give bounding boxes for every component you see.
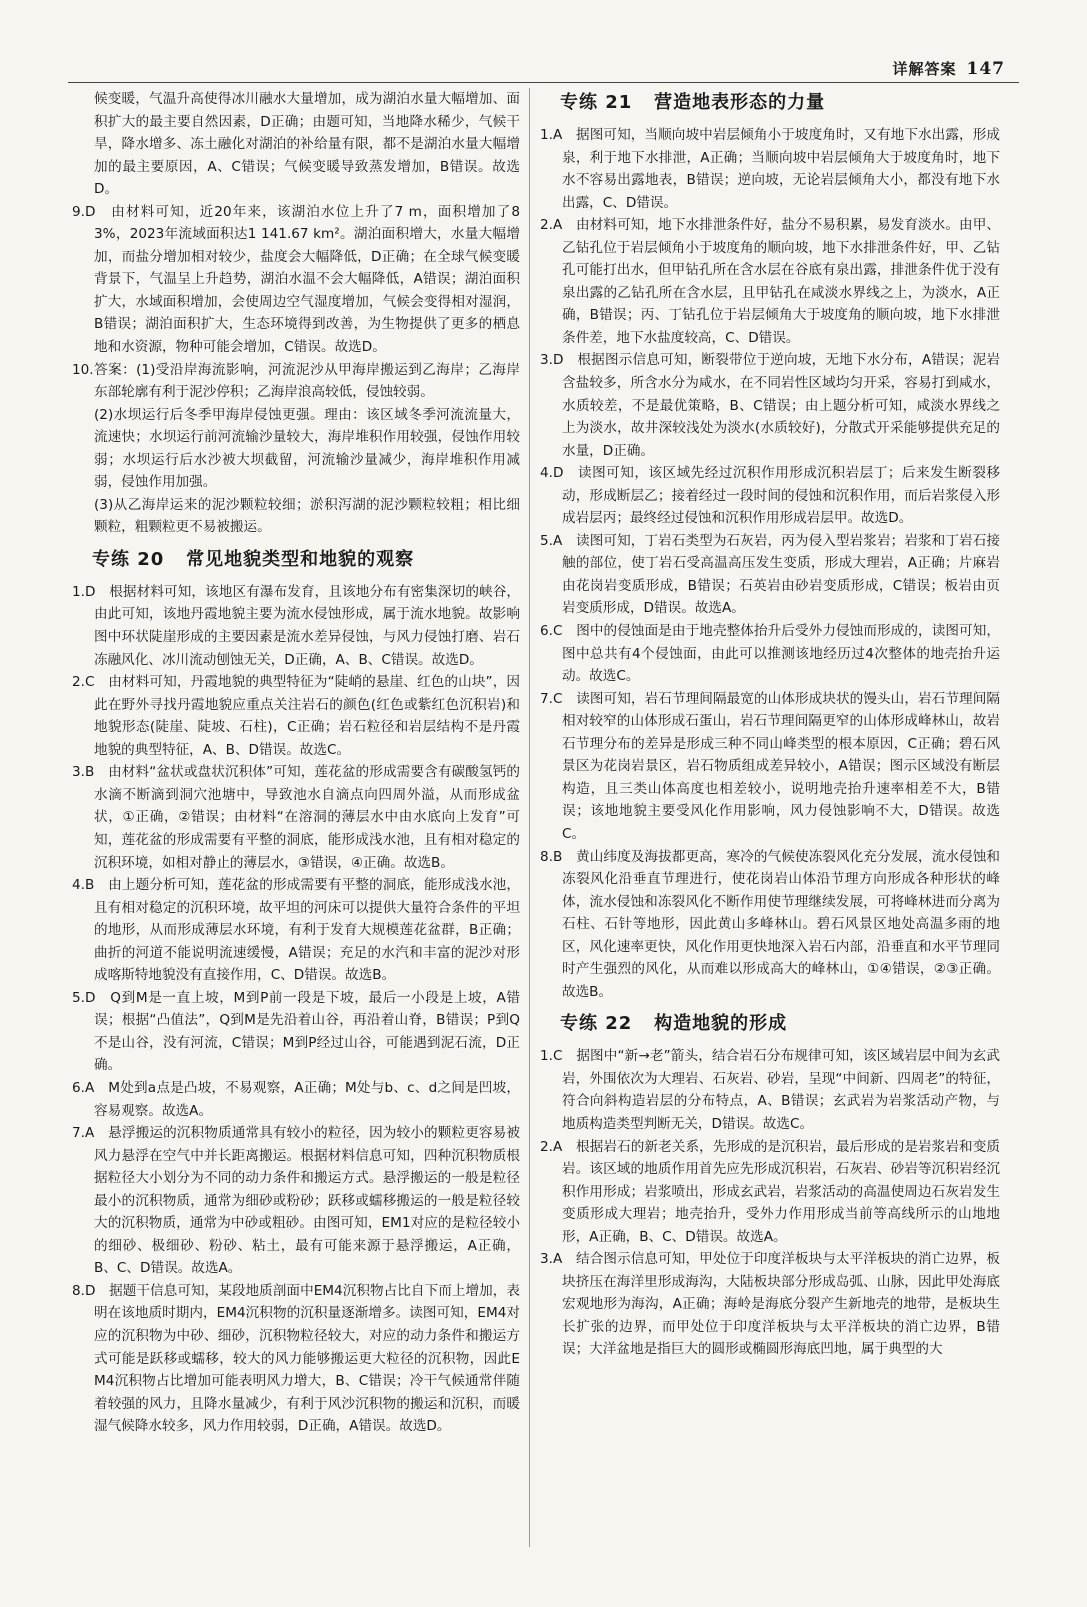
answer-9: 9.D 由材料可知，近20年来，该湖泊水位上升了7 m，面积增加了83%，2023年流域面积达1 141.67 km²。湖泊面积增大，水量大幅增加，而盐分增加相对较少，盐度会大幅降低，D正确；在全球气候变暖背景下，气温呈上升趋势，湖泊水温不会大幅降低，A错误；湖泊面积扩大，水域面积增加，会使周边空气湿度增加，气候会变得相对湿润，B错误；湖泊面积扩大，生态环境得到改善，为生物提供了更多的栖息地和水资源，物种可能会增加，C错误。故选D。 bbox=[72, 203, 520, 356]
answer-10-part3: (3)从乙海岸运来的泥沙颗粒较细；淤积泻湖的泥沙颗粒较粗；相比细颗粒，粗颗粒更不易被搬运。 bbox=[94, 496, 520, 536]
right-column bbox=[540, 88, 1000, 1361]
section-heading-20 bbox=[72, 545, 520, 575]
section-number: 专练 22 bbox=[560, 1013, 633, 1035]
s21-answer-3: 3.D 根据图示信息可知，断裂带位于逆向坡，无地下水分布，A错误；泥岩含盐较多，所含水分为咸水，在不同岩性区域均匀开采，容易打到咸水，水质较差，不是最优策略，B、C错误；由上题分析可知，咸淡水界线之上为淡水，故井深较浅处为淡水(水质较好)，分散式开采能够提供充足的水量，D正确。 bbox=[540, 352, 1000, 459]
s20-answer-5: 5.D Q到M是一直上坡，M到P前一段是下坡，最后一小段是上坡，A错误；根据“凸值法”，Q到M是先沿着山谷，再沿着山脊，B错误；P到Q不是山谷，没有河流，C错误；M到P经过山谷，可能遇到泥石流，D正确。 bbox=[72, 989, 520, 1074]
section-title: 常见地貌类型和地貌的观察 bbox=[186, 548, 415, 570]
left-column bbox=[72, 88, 520, 1438]
section-title: 营造地表形态的力量 bbox=[654, 92, 826, 113]
s22-answer-2: 2.A 根据岩石的新老关系，先形成的是沉积岩，最后形成的是岩浆岩和变质岩。该区域的地质作用首先应先形成沉积岩，石灰岩、砂岩等沉积岩经沉积作用形成；岩浆喷出，形成玄武岩，岩浆活动的高温使周边石灰岩发生变质形成大理岩；地壳抬升，受外力作用形成当前等高线所示的山地地形，A正确，B、C、D错误。故选A。 bbox=[540, 1138, 1000, 1245]
s20-answer-6: 6.A M处到a点是凸坡，不易观察，A正确；M处与b、c、d之间是凹坡，容易观察。故选A。 bbox=[72, 1079, 520, 1119]
s20-answer-7: 7.A 悬浮搬运的沉积物质通常具有较小的粒径，因为较小的颗粒更容易被风力悬浮在空气中并长距离搬运。根据材料信息可知，四种沉积物质根据粒径大小划分为不同的动力条件和搬运方式。悬浮搬运的一般是粒径最小的沉积物质，通常为细砂或粉砂；跃移或蠕移搬运的一般是粒径较大的沉积物质，通常为中砂或粗砂。由图可知，EM1对应的是粒径较小的细砂、极细砂、粉砂、粘土，最有可能来源于悬浮搬运，A正确，B、C、D错误。故选A。 bbox=[72, 1125, 520, 1277]
s21-answer-1: 1.A 据图可知，当顺向坡中岩层倾角小于坡度角时，又有地下水出露，形成泉，利于地下水排泄，A正确；当顺向坡中岩层倾角大于坡度角时，地下水不容易出露地表，B错误；逆向坡，无论岩层倾角大小，都没有地下水出露，C、D错误。 bbox=[540, 127, 1000, 211]
section-number: 专练 20 bbox=[92, 548, 165, 570]
s21-answer-4: 4.D 读图可知，该区域先经过沉积作用形成沉积岩层丁；后来发生断裂移动，形成断层乙；接着经过一段时间的侵蚀和沉积作用，而后岩浆侵入形成岩层丙；最终经过侵蚀和沉积作用形成岩层甲。故选D。 bbox=[540, 465, 1000, 527]
s20-answer-1: 1.D 根据材料可知，该地区有瀑布发育，且该地分布有密集深切的峡谷，由此可知，该地丹霞地貌主要为流水侵蚀形成，属于流水地貌。故影响图中环状陡崖形成的主要因素是流水差异侵蚀，与风力侵蚀打磨、岩石冻融风化、冰川流动刨蚀无关，D正确，A、B、C错误。故选D。 bbox=[72, 583, 520, 668]
s22-answer-3: 3.A 结合图示信息可知，甲处位于印度洋板块与太平洋板块的消亡边界，板块挤压在海洋里形成海沟，大陆板块部分形成岛弧、山脉，因此甲处海底宏观地形为海沟，A正确；海岭是海底分裂产生新地壳的地带，是板块生长扩张的边界，而甲处位于印度洋板块与太平洋板块的消亡边界，B错误；大洋盆地是指巨大的圆形或椭圆形海底凹地，属于典型的大 bbox=[540, 1251, 1000, 1358]
s21-answer-5: 5.A 读图可知，丁岩石类型为石灰岩，丙为侵入型岩浆岩；岩浆和丁岩石接触的部位，使丁岩石受高温高压发生变质，形成大理岩，A正确；片麻岩由花岗岩变质形成，B错误；石英岩由砂岩变质形成，C错误；板岩由页岩变质形成，D错误。故选A。 bbox=[540, 532, 1000, 617]
header-rule bbox=[68, 82, 1019, 83]
s20-answer-2: 2.C 由材料可知，丹霞地貌的典型特征为“陡峭的悬崖、红色的山块”，因此在野外寻找丹霞地貌应重点关注岩石的颜色(红色或紫红色沉积岩)和地貌形态(陡崖、陡坡、石柱)，C正确；岩石粒径和岩层结构不是丹霞地貌的典型特征，A、B、D错误。故选C。 bbox=[72, 674, 520, 758]
answer-10-part1: 10.答案：(1)受沿岸海流影响，河流泥沙从甲海岸搬运到乙海岸；乙海岸东部轮廓有利于泥沙停积；乙海岸浪高较低，侵蚀较弱。 bbox=[72, 361, 520, 401]
section-heading-21 bbox=[540, 88, 1000, 118]
s21-answer-8: 8.B 黄山纬度及海拔都更高，寒冷的气候使冻裂风化充分发展，流水侵蚀和冻裂风化沿垂直节理进行，使花岗岩山体沿节理方向形成各种形状的峰体，流水侵蚀和冻裂风化不断作用使节理继续发展，可将峰林进而分离为石柱、石针等地形，因此黄山多峰林山。碧石风景区地处高温多雨的地区，风化速率更快，风化作用更快地深入岩石内部，沿垂直和水平节理同时产生强烈的风化，从而难以形成高大的峰林山，①④错误，②③正确。故选B。 bbox=[540, 848, 1000, 1000]
section-number: 专练 21 bbox=[560, 92, 633, 113]
s22-answer-1: 1.C 据图中“新→老”箭头，结合岩石分布规律可知，该区域岩层中间为玄武岩，外围依次为大理岩、石灰岩、砂岩，呈现“中间新、四周老”的特征，符合向斜构造岩层的分布特点，A、B错误；玄武岩为岩浆活动产物，与地质构造类型判断无关，D错误。故选C。 bbox=[540, 1048, 1000, 1132]
s21-answer-6: 6.C 图中的侵蚀面是由于地壳整体抬升后受外力侵蚀而形成的，读图可知，图中总共有4个侵蚀面，由此可以推测该地经历过4次整体的地壳抬升运动。故选C。 bbox=[540, 623, 1000, 685]
column-divider bbox=[529, 88, 530, 1547]
page-header bbox=[892, 58, 1005, 79]
section-title: 构造地貌的形成 bbox=[654, 1013, 788, 1035]
s20-answer-4: 4.B 由上题分析可知，莲花盆的形成需要有平整的洞底，能形成浅水池，且有相对稳定的沉积环境，故平坦的河床可以提供大量符合条件的平坦的地形，从而形成薄层水环境，有利于发育大规模莲花盆群，B正确；曲折的河道不能说明流速缓慢，A错误；充足的水汽和丰富的泥沙对形成喀斯特地貌没有直接作用，C、D错误。故选B。 bbox=[72, 877, 520, 984]
section-heading-22 bbox=[540, 1009, 1000, 1039]
answer-continuation: 候变暖，气温升高使得冰川融水大量增加，成为湖泊水量大幅增加、面积扩大的最主要自然因素，D正确；由题可知，当地降水稀少，气候干旱，降水增多、冻土融化对湖泊的补给量有限，都不是湖泊水量大幅增加的最主要原因，A、C错误；气候变暖导致蒸发增加，B错误。故选D。 bbox=[94, 91, 520, 198]
answer-10-part2: (2)水坝运行后冬季甲海岸侵蚀更强。理由：该区域冬季河流流量大，流速快；水坝运行前河流输沙量较大，海岸堆积作用较强，侵蚀作用较弱；水坝运行后水沙被大坝截留，河流输沙量减少，海岸堆积作用减弱，侵蚀作用加强。 bbox=[94, 406, 520, 491]
s20-answer-8: 8.D 据题干信息可知，某段地质剖面中EM4沉积物占比自下而上增加，表明在该地质时期内，EM4沉积物的沉积量逐渐增多。读图可知，EM4对应的沉积物为中砂、细砂，沉积物粒径较大，对应的动力条件和搬运方式可能是跃移或蠕移，较大的风力能够搬运更大粒径的沉积物，因此EM4沉积物占比增加可能表明风力增大，B、C错误；冷干气候通常伴随着较强的风力，且降水量减少，有利于风沙沉积物的搬运和沉积，而暖湿气候降水较多，风力作用较弱，D正确，A错误。故选D。 bbox=[72, 1282, 520, 1435]
s21-answer-7: 7.C 读图可知，岩石节理间隔最宽的山体形成块状的馒头山，岩石节理间隔相对较窄的山体形成石蛋山，岩石节理间隔更窄的山体形成峰林山，故岩石节理分布的差异是形成三种不同山峰类型的根本原因，C正确；碧石风景区为花岗岩景区，岩石物质组成差异较小，A错误；图示区域没有断层构造，且三类山体高度也相差较小，说明地壳抬升速率相差不大，B错误；该地地貌主要受风化作用影响，风力侵蚀影响不大，D错误。故选C。 bbox=[540, 690, 1000, 842]
header-title: 详解答案 bbox=[892, 60, 957, 78]
s21-answer-2: 2.A 由材料可知，地下水排泄条件好，盐分不易积累，易发育淡水。由甲、乙钻孔位于岩层倾角小于坡度角的顺向坡，地下水排泄条件好，甲、乙钻孔可能打出水，但甲钻孔所在含水层在谷底有泉出露，排泄条件优于没有泉出露的乙钻孔所在含水层，且甲钻孔在咸淡水界线之上，为淡水，A正确，B错误；丙、丁钻孔位于岩层倾角大于坡度角的顺向坡，地下水排泄条件差，地下水盐度较高，C、D错误。 bbox=[540, 217, 1000, 346]
s20-answer-3: 3.B 由材料“盆状或盘状沉积体”可知，莲花盆的形成需要含有碳酸氢钙的水滴不断滴到洞穴池塘中，导致池水自滴点向四周外溢，从而形成盆状，①正确，②错误；由材料“在溶洞的薄层水中由水底向上发育”可知，莲花盆的形成需要有平整的洞底，能形成浅水池，且有相对稳定的沉积环境，如相对静止的薄层水，③错误，④正确。故选B。 bbox=[72, 764, 520, 871]
page-number: 147 bbox=[966, 59, 1005, 79]
